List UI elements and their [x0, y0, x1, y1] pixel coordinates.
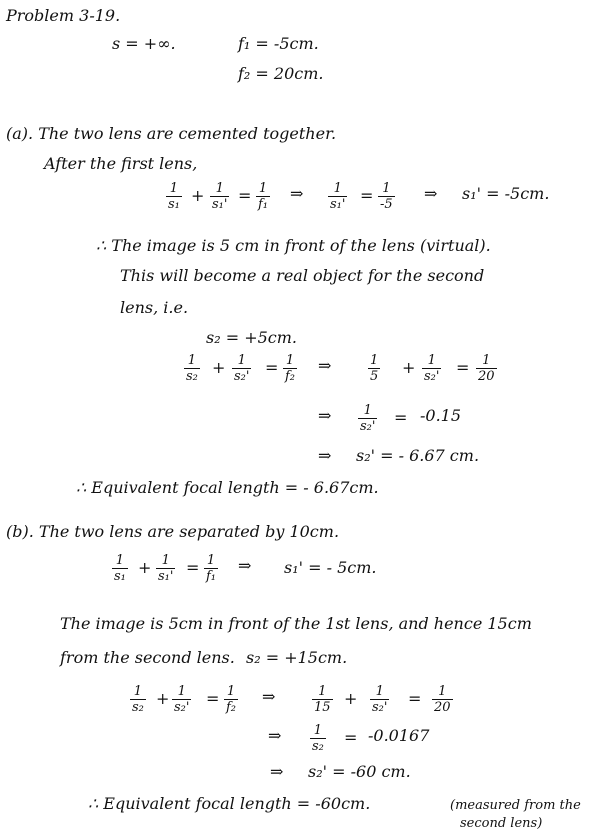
fraction-1-over-f1: $\frac{1}{\text{f₁}}$: [206, 553, 217, 584]
fraction-1-over-f2: $\frac{1}{\text{f₂}}$: [285, 353, 296, 384]
part-a-after-first: After the first lens,: [44, 154, 198, 173]
fraction-1-over-5: $\frac{1}{5}$: [370, 353, 379, 384]
fraction-1-over-s1prime: $\frac{1}{\text{s₁'}}$: [158, 553, 174, 584]
implies-arrow: ⇒: [290, 184, 304, 203]
fraction-1-over-s2: $\frac{1}{\text{s₂}}$: [186, 353, 198, 384]
equals-sign: =: [238, 186, 252, 205]
implies-arrow: ⇒: [318, 356, 332, 375]
fraction-1-over-15: $\frac{1}{15}$: [314, 684, 331, 715]
part-b-s1prime-result: s₁' = - 5cm.: [284, 558, 377, 577]
implies-arrow: ⇒: [424, 184, 438, 203]
part-a-lens-ie: lens, i.e.: [120, 298, 189, 317]
implies-arrow: ⇒: [270, 762, 284, 781]
equals-sign: =: [265, 358, 279, 377]
fraction-1-over-s1: $\frac{1}{\text{s₁}}$: [114, 553, 126, 584]
implies-arrow: ⇒: [318, 446, 332, 465]
fraction-1-over-s1prime: $\frac{1}{\text{s₁'}}$: [212, 181, 228, 212]
equals-sign: =: [456, 358, 470, 377]
given-focal-length-2: f₂ = 20cm.: [238, 64, 324, 83]
plus-sign: +: [212, 358, 226, 377]
equals-sign: =: [344, 728, 358, 747]
equals-sign: =: [408, 689, 422, 708]
problem-title: Problem 3-19.: [6, 6, 121, 25]
fraction-1-over-s2prime: $\frac{1}{\text{s₂'}}$: [360, 403, 376, 434]
equals-sign: =: [360, 186, 374, 205]
part-a-equivalent-focal-length: ∴ Equivalent focal length = - 6.67cm.: [76, 478, 379, 497]
part-b-s2prime-result: s₂' = -60 cm.: [308, 762, 411, 781]
part-a-real-object: This will become a real object for the second: [120, 266, 485, 285]
part-b-measured-note: (measured from the: [450, 798, 581, 813]
fraction-1-over-20: $\frac{1}{20}$: [434, 684, 451, 715]
part-a-heading: (a). The two lens are cemented together.: [6, 124, 337, 143]
fraction-1-over-s2prime: $\frac{1}{\text{s₂'}}$: [234, 353, 250, 384]
part-b-equivalent-focal-length: ∴ Equivalent focal length = -60cm.: [88, 794, 371, 813]
plus-sign: +: [156, 689, 170, 708]
fraction-1-over-neg5: $\frac{1}{-5}$: [380, 181, 393, 212]
part-b-image-note: The image is 5cm in front of the 1st lens, and hence 15cm: [60, 614, 532, 633]
given-object-distance: s = +∞.: [112, 34, 176, 53]
part-b-from-second: from the second lens.: [60, 648, 235, 667]
plus-sign: +: [138, 558, 152, 577]
fraction-1-over-s2prime: $\frac{1}{\text{s₂'}}$: [174, 684, 190, 715]
fraction-1-over-f2: $\frac{1}{\text{f₂}}$: [226, 684, 237, 715]
equals-sign: =: [394, 408, 408, 427]
fraction-1-over-f1: $\frac{1}{\text{f₁}}$: [258, 181, 269, 212]
fraction-1-over-s2: $\frac{1}{\text{s₂}}$: [312, 723, 324, 754]
part-a-s1prime-result: s₁' = -5cm.: [462, 184, 550, 203]
part-b-measured-note-2: second lens): [460, 816, 543, 831]
fraction-1-over-s2prime: $\frac{1}{\text{s₂'}}$: [424, 353, 440, 384]
plus-sign: +: [344, 689, 358, 708]
part-a-s2prime-result: s₂' = - 6.67 cm.: [356, 446, 480, 465]
equals-sign: =: [206, 689, 220, 708]
fraction-1-over-s1: $\frac{1}{\text{s₁}}$: [168, 181, 180, 212]
fraction-1-over-s2prime: $\frac{1}{\text{s₂'}}$: [372, 684, 388, 715]
part-a-reciprocal-result: -0.15: [420, 406, 462, 425]
fraction-1-over-s2: $\frac{1}{\text{s₂}}$: [132, 684, 144, 715]
equals-sign: =: [186, 558, 200, 577]
implies-arrow: ⇒: [318, 406, 332, 425]
implies-arrow: ⇒: [262, 687, 276, 706]
part-a-image-note: ∴ The image is 5 cm in front of the lens (virtual).: [96, 236, 491, 255]
fraction-1-over-s1prime: $\frac{1}{\text{s₁'}}$: [330, 181, 346, 212]
part-b-heading: (b). The two lens are separated by 10cm.: [6, 522, 340, 541]
implies-arrow: ⇒: [238, 556, 252, 575]
plus-sign: +: [191, 186, 205, 205]
plus-sign: +: [402, 358, 416, 377]
part-b-s2: s₂ = +15cm.: [246, 648, 348, 667]
part-a-s2: s₂ = +5cm.: [206, 328, 298, 347]
part-b-reciprocal-result: -0.0167: [368, 726, 430, 745]
given-focal-length-1: f₁ = -5cm.: [238, 34, 319, 53]
fraction-1-over-20: $\frac{1}{20}$: [478, 353, 495, 384]
implies-arrow: ⇒: [268, 726, 282, 745]
